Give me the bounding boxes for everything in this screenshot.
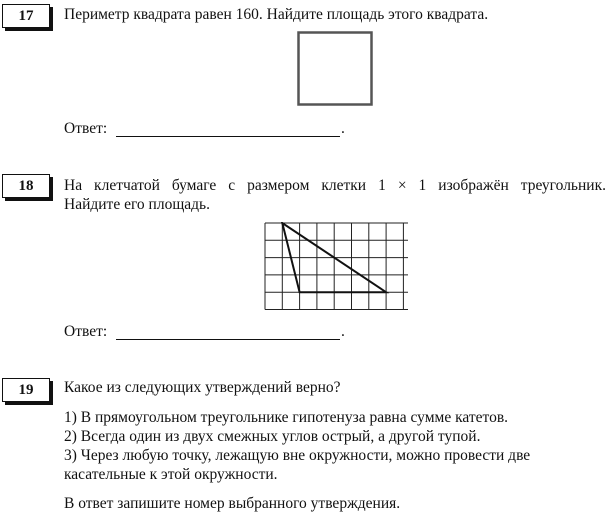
answer-end-17: . xyxy=(341,120,345,137)
task-19-instruction: В ответ запишите номер выбранного утверждения. xyxy=(64,495,401,512)
answer-label-17: Ответ: xyxy=(64,120,108,137)
task-19-option-3-cont: касательные к этой окружности. xyxy=(64,466,278,483)
task-18-text-line2: Найдите его площадь. xyxy=(64,196,210,213)
answer-line-17[interactable] xyxy=(116,136,340,137)
task-19-option-1: 1) В прямоугольном треугольнике гипотенуза равна сумме катетов. xyxy=(64,409,509,426)
task-19-question: Какое из следующих утверждений верно? xyxy=(64,379,341,396)
task-19-option-2: 2) Всегда один из двух смежных углов острый, а другой тупой. xyxy=(64,428,481,445)
task-18-text-line1: На клетчатой бумаге с размером клетки 1 × 1 изображён треугольник. xyxy=(64,177,606,194)
answer-end-18: . xyxy=(341,323,345,340)
answer-label-18: Ответ: xyxy=(64,323,108,340)
task-number-18: 18 xyxy=(2,174,50,198)
task-17-text: Периметр квадрата равен 160. Найдите площадь этого квадрата. xyxy=(64,6,489,23)
answer-line-18[interactable] xyxy=(116,339,340,340)
grid-triangle-figure xyxy=(264,222,408,311)
task-number-19: 19 xyxy=(2,378,50,402)
square-figure xyxy=(297,31,374,107)
task-number-17: 17 xyxy=(2,4,50,28)
task-19-option-3: 3) Через любую точку, лежащую вне окружности, можно провести две xyxy=(64,447,531,464)
